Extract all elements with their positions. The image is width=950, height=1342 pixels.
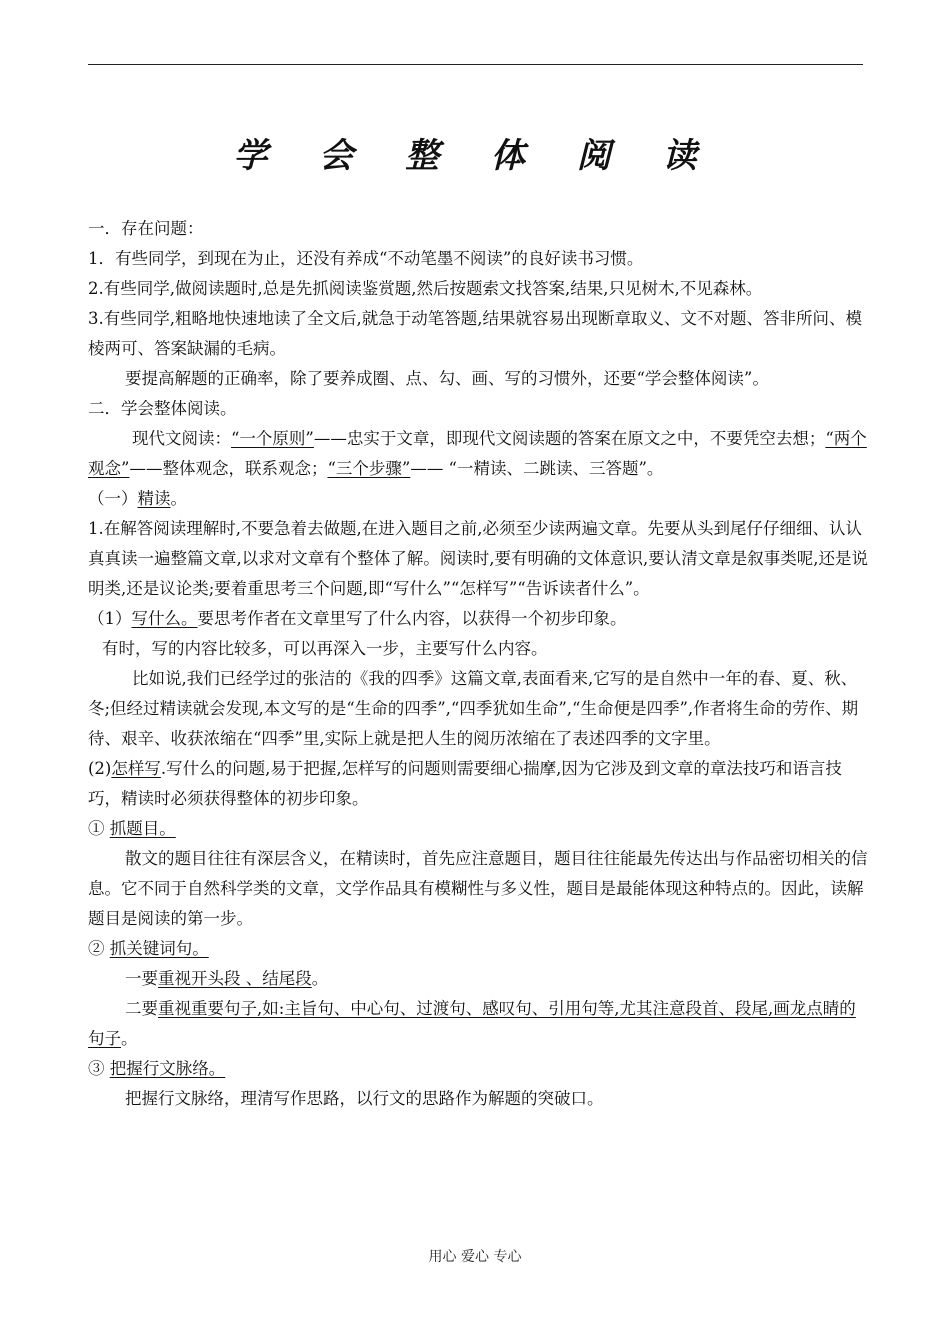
underlined-term: 怎样写: [111, 759, 161, 778]
paragraph: 2.有些同学,做阅读题时,总是先抓阅读鉴赏题,然后按题索文找答案,结果,只见树木,不见森林。: [88, 279, 763, 298]
header-rule: [88, 64, 863, 65]
underlined-term: 写什么。: [131, 609, 198, 628]
paragraph: [88, 964, 868, 994]
underlined-term: 把握行文脉络。: [109, 1059, 226, 1078]
point-heading: [88, 934, 868, 964]
underlined-term: 抓关键词句。: [109, 939, 209, 958]
page-title: 学 会 整 体 阅 读: [233, 136, 717, 176]
text: ①: [88, 819, 110, 838]
underlined-term: “一个原则”: [231, 429, 314, 448]
paragraph: 1.在解答阅读理解时,不要急着去做题,在进入题目之前,必须至少读两遍文章。先要从头到尾仔仔细细、认认真真读一遍整篇文章,以求对文章有个整体了解。阅读时,要有明确的文体意识,要认清文章是叙事类呢,还是说明类,还是议论类;要着重思考三个问题,即“写什么”“怎样写”“告诉读者什么”。: [88, 519, 868, 598]
point-heading: [88, 814, 868, 844]
page-footer: 用心 爱心 专心: [428, 1249, 522, 1265]
text: (2): [88, 759, 112, 778]
text: 二要: [125, 999, 158, 1018]
paragraph: 散文的题目往往有深层含义，在精读时，首先应注意题目，题目往往能最先传达出与作品密切相关的信息。它不同于自然科学类的文章，文学作品具有模糊性与多义性，题目是最能体现这种特点的。因此，读解题目是阅读的第一步。: [88, 849, 868, 928]
text: ②: [88, 939, 110, 958]
item-heading: [88, 604, 868, 634]
paragraph: 要提高解题的正确率，除了要养成圈、点、勾、画、写的习惯外，还要“学会整体阅读”。: [125, 369, 769, 388]
underlined-term: “三个步骤”: [327, 459, 411, 478]
paragraph: 把握行文脉络，理清写作思路，以行文的思路作为解题的突破口。: [125, 1089, 604, 1108]
subsection-heading: [88, 484, 868, 514]
text: 一要: [125, 969, 158, 988]
paragraph: 3.有些同学,粗略地快速地读了全文后,就急于动笔答题,结果就容易出现断章取义、文不对题、答非所问、模棱两可、答案缺漏的毛病。: [88, 309, 862, 358]
text: ——整体观念，联系观念；: [129, 459, 328, 478]
underlined-term: “两个观念”: [88, 429, 867, 478]
text: 。: [121, 1029, 138, 1048]
paragraph-intro: [88, 424, 868, 484]
text: ③: [88, 1059, 110, 1078]
item-heading: [88, 754, 868, 814]
section-2-heading: 二．学会整体阅读。: [88, 399, 237, 418]
text: ——忠实于文章，即现代文阅读题的答案在原文之中，不要凭空去想；: [313, 429, 826, 448]
underlined-term: 重视开头段 、结尾段: [158, 969, 312, 988]
paragraph: 1．有些同学，到现在为止，还没有养成“不动笔墨不阅读”的良好读书习惯。: [88, 249, 644, 268]
text: —— “一精读、二跳读、三答题”。: [410, 459, 664, 478]
underlined-term: 精读: [137, 489, 171, 508]
document-body: [88, 214, 868, 1114]
paragraph: 比如说,我们已经学过的张洁的《我的四季》这篇文章,表面看来,它写的是自然中一年的春、夏、秋、冬;但经过精读就会发现,本文写的是“生命的四季”,“四季犹如生命”,“生命便是四季”,作者将生命的劳作、期待、艰辛、收获浓缩在“四季”里,实际上就是把人生的阅历浓缩在了表述四季的文字里。: [88, 669, 859, 748]
text: 。: [311, 969, 329, 988]
text: （一）: [88, 489, 138, 508]
underlined-term: 重视重要句子,如:主旨句、中心句、过渡句、感叹句、引用句等,尤其注意段首、段尾,画龙点睛的句子: [88, 999, 856, 1048]
paragraph: 有时，写的内容比较多，可以再深入一步，主要写什么内容。: [102, 639, 548, 658]
section-1-heading: 一．存在问题：: [88, 219, 204, 238]
point-heading: [88, 1054, 868, 1084]
text: 。: [170, 489, 187, 508]
text: （1）: [88, 609, 132, 628]
underlined-term: 抓题目。: [109, 819, 176, 838]
text: 现代文阅读：: [132, 429, 231, 448]
paragraph: [88, 994, 868, 1054]
text: .写什么的问题,易于把握,怎样写的问题则需要细心揣摩,因为它涉及到文章的章法技巧和语言技巧，精读时必须获得整体的初步印象。: [88, 759, 842, 808]
text: 要思考作者在文章里写了什么内容，以获得一个初步印象。: [197, 609, 627, 628]
